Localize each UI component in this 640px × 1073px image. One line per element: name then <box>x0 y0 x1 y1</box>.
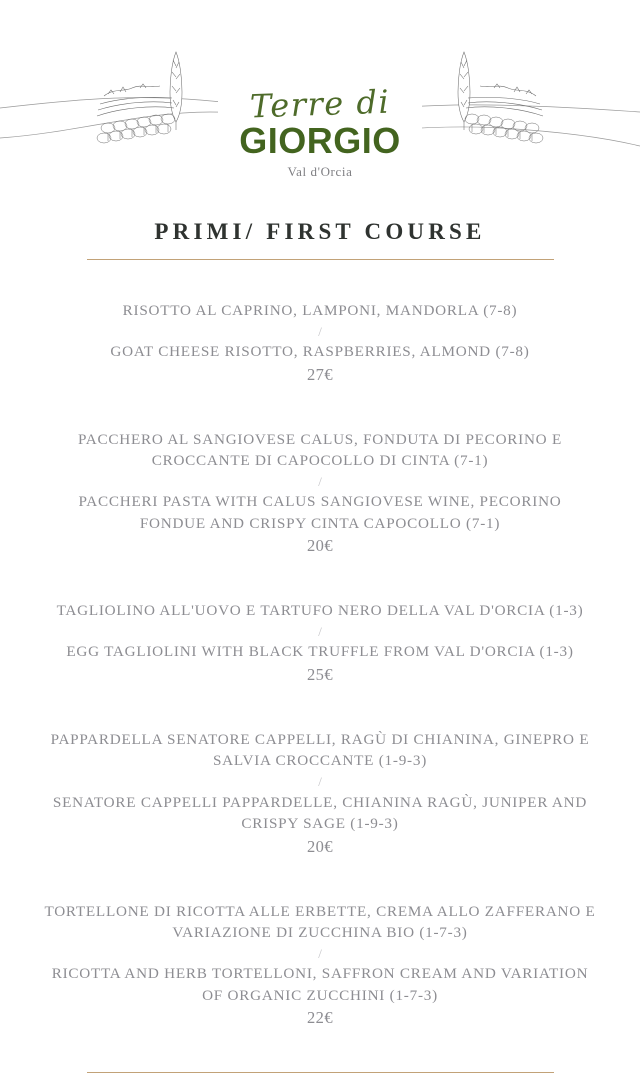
language-separator: / <box>318 623 322 639</box>
dish-price: 20€ <box>307 836 333 856</box>
dish-name-italian: RISOTTO AL CAPRINO, LAMPONI, MANDORLA (7-8) <box>122 302 518 319</box>
dish-name-italian: TAGLIOLINO ALL'UOVO E TARTUFO NERO DELLA VAL D'ORCIA (1-3) <box>56 602 584 620</box>
dish-name-italian: CROCCANTE DI CAPOCOLLO DI CINTA (7-1) <box>151 452 489 470</box>
dish-name-italian: PACCHERO AL SANGIOVESE CALUS, FONDUTA DI PECORINO E <box>78 430 562 448</box>
language-separator: / <box>318 774 322 790</box>
section-header <box>0 220 640 260</box>
dish-price: 25€ <box>307 664 333 684</box>
menu-item <box>20 600 620 687</box>
menu-item <box>20 729 620 859</box>
language-separator: / <box>318 473 322 489</box>
dish-name-italian: PAPPARDELLA SENATORE CAPPELLI, RAGÙ DI CHIANINA, GINEPRO E <box>50 730 590 748</box>
dish-name-english: GOAT CHEESE RISOTTO, RASPBERRIES, ALMOND (7-8) <box>110 343 530 361</box>
menu-header <box>0 0 640 200</box>
dish-name-english: CRISPY SAGE (1-9-3) <box>241 815 399 833</box>
dish-name-english: RICOTTA AND HERB TORTELLONI, SAFFRON CREAM AND VARIATION <box>51 965 589 983</box>
dish-name-english: PACCHERI PASTA WITH CALUS SANGIOVESE WINE, PECORINO <box>78 493 562 511</box>
dish-price: 22€ <box>307 1008 333 1028</box>
menu-item <box>20 901 620 1031</box>
dish-name-italian: SALVIA CROCCANTE (1-9-3) <box>212 752 428 770</box>
dish-name-english: FONDUE AND CRISPY CINTA CAPOCOLLO (7-1) <box>139 514 501 532</box>
section-title: PRIMI/ FIRST COURSE <box>154 219 486 244</box>
dish-name-english: SENATORE CAPPELLI PAPPARDELLE, CHIANINA RAGÙ, JUNIPER AND <box>52 793 588 811</box>
brand-script-name: Terre di <box>249 82 391 126</box>
dish-price: 27€ <box>307 364 333 384</box>
brand-logo <box>0 82 640 179</box>
dish-name-english: OF ORGANIC ZUCCHINI (1-7-3) <box>202 986 438 1004</box>
menu-list <box>20 300 620 1030</box>
language-separator: / <box>318 323 322 339</box>
dish-name-italian: VARIAZIONE DI ZUCCHINA BIO (1-7-3) <box>172 924 468 942</box>
brand-subtitle: Val d'Orcia <box>287 163 353 179</box>
menu-item <box>20 300 620 387</box>
language-separator: / <box>318 945 322 961</box>
menu-item <box>20 429 620 559</box>
dish-price: 20€ <box>307 536 333 556</box>
brand-name: GIORGIO <box>239 120 401 161</box>
dish-name-italian: TORTELLONE DI RICOTTA ALLE ERBETTE, CREMA ALLO ZAFFERANO E <box>44 902 596 920</box>
dish-name-english: EGG TAGLIOLINI WITH BLACK TRUFFLE FROM VAL D'ORCIA (1-3) <box>66 643 574 661</box>
section-divider <box>87 259 554 260</box>
